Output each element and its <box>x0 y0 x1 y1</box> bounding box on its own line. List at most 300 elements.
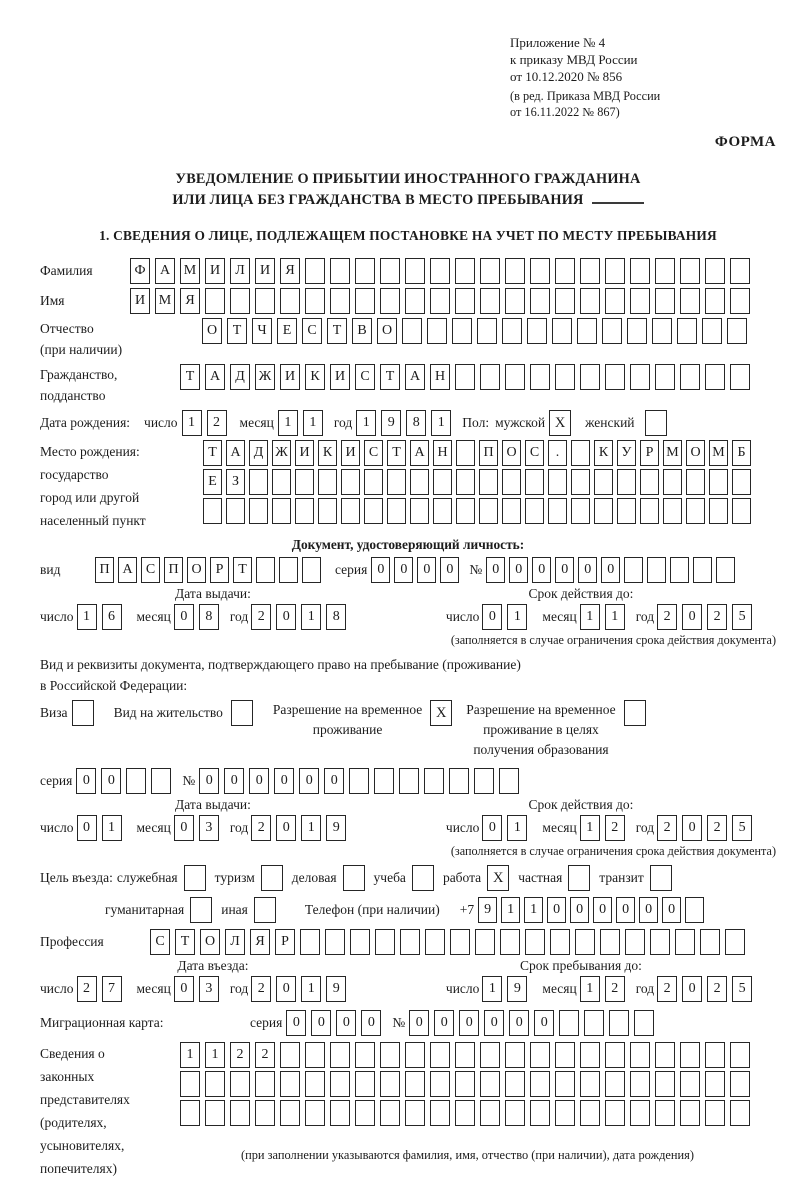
temp-permit-edu-label2: проживание в целях <box>483 722 599 737</box>
identity-doc-type-boxes <box>95 557 325 583</box>
residence-series-boxes <box>76 768 176 794</box>
legal-reps-row3 <box>180 1100 755 1126</box>
char-box: У <box>617 440 636 466</box>
char-box: 2 <box>251 604 271 630</box>
year-label: год <box>229 981 249 996</box>
visit-purpose-label: Цель въезда: <box>40 870 113 885</box>
char-box <box>424 768 444 794</box>
char-box <box>325 929 345 955</box>
year-label: год <box>333 415 353 430</box>
char-box <box>505 1071 525 1097</box>
purpose-other-label: иная <box>221 902 248 917</box>
char-box <box>477 318 497 344</box>
char-box <box>380 1100 400 1126</box>
checkbox-other <box>254 897 276 923</box>
char-box: С <box>525 440 544 466</box>
residence-valid-day <box>482 815 532 841</box>
char-box <box>341 469 360 495</box>
char-box <box>580 364 600 390</box>
residence-doc-dates <box>40 815 776 841</box>
char-box: Ж <box>255 364 275 390</box>
char-box: 0 <box>484 1010 504 1036</box>
char-box <box>455 364 475 390</box>
char-box <box>527 318 547 344</box>
char-box: 0 <box>276 976 296 1002</box>
char-box: П <box>95 557 114 583</box>
char-box: Ф <box>130 258 150 284</box>
char-box: А <box>405 364 425 390</box>
checkbox-residence-permit <box>231 700 253 726</box>
char-box: Л <box>230 258 250 284</box>
char-box <box>630 1042 650 1068</box>
char-box: С <box>150 929 170 955</box>
char-box: 0 <box>682 815 702 841</box>
char-box: О <box>502 440 521 466</box>
identity-doc-number-label: № <box>469 562 483 577</box>
char-box <box>605 288 625 314</box>
stay-day <box>482 976 532 1002</box>
char-box <box>652 318 672 344</box>
char-box <box>452 318 472 344</box>
char-box <box>702 318 722 344</box>
char-box: 5 <box>732 815 752 841</box>
char-box <box>474 768 494 794</box>
char-box <box>630 1071 650 1097</box>
checkbox-female <box>645 410 667 436</box>
char-box <box>705 258 725 284</box>
char-box <box>405 258 425 284</box>
char-box <box>355 258 375 284</box>
char-box <box>580 1071 600 1097</box>
residence-issue-year <box>251 815 351 841</box>
char-box <box>552 318 572 344</box>
char-box: 1 <box>501 897 520 923</box>
residence-doc-intro2: в Российской Федерации: <box>40 678 188 693</box>
phone-label: Телефон (при наличии) <box>304 902 440 917</box>
char-box <box>249 469 268 495</box>
char-box <box>730 288 750 314</box>
field-surname <box>40 258 776 284</box>
entry-dates <box>40 976 776 1002</box>
char-box <box>355 1071 375 1097</box>
birth-date-label: Дата рождения: <box>40 415 131 430</box>
char-box: 0 <box>417 557 436 583</box>
purpose-study-label: учеба <box>373 870 406 885</box>
char-box: Ж <box>272 440 291 466</box>
citizenship-label: Гражданство, <box>40 367 118 382</box>
char-box: 1 <box>482 976 502 1002</box>
char-box <box>380 1071 400 1097</box>
char-box <box>555 1071 575 1097</box>
purpose-transit-label: транзит <box>599 870 644 885</box>
surname-label: Фамилия <box>40 263 93 278</box>
month-label: месяц <box>136 820 171 835</box>
char-box: 2 <box>657 815 677 841</box>
char-box <box>318 469 337 495</box>
char-box <box>341 498 360 524</box>
char-box <box>449 768 469 794</box>
migration-number-boxes <box>409 1010 659 1036</box>
stay-year <box>657 976 757 1002</box>
reference-line: к приказу МВД России <box>510 52 638 67</box>
temp-permit-label: Разрешение на временное <box>272 702 423 717</box>
identity-doc-heading: Документ, удостоверяющий личность: <box>291 537 525 552</box>
residence-valid-month <box>580 815 630 841</box>
char-box: . <box>548 440 567 466</box>
char-box <box>732 498 751 524</box>
char-box: 0 <box>199 768 219 794</box>
birth-year-boxes <box>356 410 456 436</box>
birth-place-label-state: государство <box>40 467 109 482</box>
char-box: 8 <box>326 604 346 630</box>
char-box <box>630 288 650 314</box>
char-box: 0 <box>394 557 413 583</box>
char-box: 9 <box>326 976 346 1002</box>
char-box <box>605 1042 625 1068</box>
char-box: 6 <box>102 604 122 630</box>
month-label: месяц <box>542 609 577 624</box>
char-box <box>686 469 705 495</box>
char-box <box>530 364 550 390</box>
char-box <box>705 288 725 314</box>
residence-issue-month <box>174 815 224 841</box>
char-box: 0 <box>534 1010 554 1036</box>
char-box <box>374 768 394 794</box>
checkbox-transit <box>650 865 672 891</box>
month-label: месяц <box>542 820 577 835</box>
char-box <box>630 1100 650 1126</box>
birth-place-row2 <box>203 469 755 495</box>
section1-heading: 1. СВЕДЕНИЯ О ЛИЦЕ, ПОДЛЕЖАЩЕМ ПОСТАНОВКЕ НА УЧЕТ ПО МЕСТУ ПРЕБЫВАНИЯ <box>99 228 717 243</box>
char-box: М <box>155 288 175 314</box>
identity-issue-year <box>251 604 351 630</box>
field-patronymic <box>40 318 776 360</box>
char-box: 0 <box>459 1010 479 1036</box>
char-box <box>525 929 545 955</box>
char-box <box>433 498 452 524</box>
char-box <box>455 288 475 314</box>
char-box <box>685 897 704 923</box>
char-box <box>402 318 422 344</box>
char-box <box>380 288 400 314</box>
forma-label: ФОРМА <box>714 134 776 150</box>
char-box <box>405 1042 425 1068</box>
char-box: 8 <box>199 604 219 630</box>
legal-reps-label5: усыновителях, <box>40 1138 125 1153</box>
char-box <box>295 469 314 495</box>
birth-place-row1 <box>203 440 755 466</box>
char-box: Л <box>225 929 245 955</box>
residence-doc-intro1: Вид и реквизиты документа, подтверждающего право на пребывание (проживание) <box>40 657 521 672</box>
char-box <box>505 258 525 284</box>
char-box: З <box>226 469 245 495</box>
entry-year <box>251 976 351 1002</box>
char-box <box>655 288 675 314</box>
char-box <box>180 1071 200 1097</box>
patronymic-boxes <box>202 318 752 344</box>
identity-doc-series-label: серия <box>335 562 368 577</box>
char-box <box>530 258 550 284</box>
char-box: 2 <box>657 604 677 630</box>
char-box: 2 <box>707 815 727 841</box>
char-box: 0 <box>276 604 296 630</box>
char-box: 5 <box>732 976 752 1002</box>
char-box <box>571 469 590 495</box>
checkbox-male: X <box>549 410 571 436</box>
char-box <box>272 469 291 495</box>
char-box <box>705 1100 725 1126</box>
char-box <box>455 1100 475 1126</box>
char-box <box>305 1042 325 1068</box>
char-box <box>609 1010 629 1036</box>
char-box: 1 <box>356 410 376 436</box>
char-box: А <box>205 364 225 390</box>
purpose-private-label: частная <box>518 870 563 885</box>
char-box: И <box>295 440 314 466</box>
char-box <box>230 288 250 314</box>
char-box <box>525 469 544 495</box>
birth-place-row3 <box>203 498 755 524</box>
char-box <box>405 1100 425 1126</box>
char-box <box>500 929 520 955</box>
char-box <box>505 288 525 314</box>
char-box <box>350 929 370 955</box>
char-box: 0 <box>682 604 702 630</box>
char-box <box>627 318 647 344</box>
char-box <box>272 498 291 524</box>
char-box <box>716 557 735 583</box>
checkbox-work: X <box>487 865 509 891</box>
char-box <box>456 440 475 466</box>
char-box: 1 <box>301 815 321 841</box>
temp-permit-edu-label: Разрешение на временное <box>466 702 616 717</box>
char-box <box>580 1100 600 1126</box>
char-box: О <box>686 440 705 466</box>
title-underline <box>592 191 644 204</box>
char-box: 0 <box>249 768 269 794</box>
char-box <box>455 1042 475 1068</box>
char-box: Р <box>640 440 659 466</box>
temp-permit-edu-label3: получения образования <box>473 742 609 757</box>
char-box <box>427 318 447 344</box>
char-box <box>580 288 600 314</box>
identity-doc-row <box>40 557 776 583</box>
field-citizenship <box>40 364 776 406</box>
char-box <box>400 929 420 955</box>
char-box <box>380 1042 400 1068</box>
char-box: 0 <box>547 897 566 923</box>
char-box <box>605 364 625 390</box>
char-box <box>305 288 325 314</box>
citizenship-boxes <box>180 364 755 390</box>
char-box <box>479 498 498 524</box>
char-box <box>575 929 595 955</box>
char-box <box>530 1100 550 1126</box>
char-box <box>693 557 712 583</box>
char-box <box>505 1042 525 1068</box>
document-reference <box>510 34 776 120</box>
char-box <box>433 469 452 495</box>
identity-doc-type-label: вид <box>40 562 61 577</box>
char-box <box>630 364 650 390</box>
legal-reps-label4: (родителях, <box>40 1115 107 1130</box>
char-box: 9 <box>507 976 527 1002</box>
char-box: 0 <box>299 768 319 794</box>
char-box: 0 <box>174 976 194 1002</box>
char-box: В <box>352 318 372 344</box>
char-box <box>410 498 429 524</box>
char-box <box>230 1100 250 1126</box>
year-label: год <box>635 820 655 835</box>
birth-place-label-city: город или другой <box>40 490 140 505</box>
char-box: 0 <box>101 768 121 794</box>
field-birth-place <box>40 440 776 532</box>
residence-doc-options <box>40 700 776 760</box>
checkbox-private <box>568 865 590 891</box>
residence-valid-heading: Срок действия до: <box>528 797 634 812</box>
char-box <box>505 1100 525 1126</box>
char-box: М <box>709 440 728 466</box>
char-box <box>584 1010 604 1036</box>
char-box: 0 <box>336 1010 356 1036</box>
char-box: И <box>341 440 360 466</box>
char-box: 2 <box>251 976 271 1002</box>
char-box <box>655 364 675 390</box>
char-box: С <box>302 318 322 344</box>
char-box <box>302 557 321 583</box>
char-box: 1 <box>180 1042 200 1068</box>
identity-issue-month <box>174 604 224 630</box>
visa-label: Виза <box>40 705 68 720</box>
char-box: 1 <box>278 410 298 436</box>
char-box: П <box>479 440 498 466</box>
form-title-line1: УВЕДОМЛЕНИЕ О ПРИБЫТИИ ИНОСТРАННОГО ГРАЖДАНИНА <box>175 171 641 187</box>
char-box <box>280 1100 300 1126</box>
checkbox-study <box>412 865 434 891</box>
checkbox-temp-permit-education <box>624 700 646 726</box>
char-box: И <box>280 364 300 390</box>
char-box <box>355 1100 375 1126</box>
checkbox-business <box>343 865 365 891</box>
char-box <box>700 929 720 955</box>
char-box <box>380 258 400 284</box>
migration-series-label: серия <box>250 1015 283 1030</box>
char-box: 0 <box>440 557 459 583</box>
purpose-business-label: деловая <box>291 870 337 885</box>
char-box <box>670 557 689 583</box>
char-box: 2 <box>605 976 625 1002</box>
char-box <box>255 1100 275 1126</box>
year-label: год <box>229 609 249 624</box>
char-box: 0 <box>434 1010 454 1036</box>
char-box <box>203 498 222 524</box>
char-box <box>330 1042 350 1068</box>
char-box <box>226 498 245 524</box>
char-box <box>375 929 395 955</box>
char-box: 1 <box>102 815 122 841</box>
char-box <box>605 1071 625 1097</box>
char-box: Т <box>175 929 195 955</box>
char-box: 0 <box>324 768 344 794</box>
char-box: М <box>663 440 682 466</box>
checkbox-official <box>184 865 206 891</box>
char-box <box>548 498 567 524</box>
char-box <box>530 1071 550 1097</box>
char-box: 1 <box>507 604 527 630</box>
char-box <box>559 1010 579 1036</box>
migration-number-label: № <box>392 1015 406 1030</box>
char-box <box>205 1100 225 1126</box>
char-box: Д <box>230 364 250 390</box>
char-box: Р <box>275 929 295 955</box>
citizenship-label2: подданство <box>40 388 106 403</box>
char-box: 2 <box>77 976 97 1002</box>
char-box <box>295 498 314 524</box>
char-box <box>594 469 613 495</box>
char-box: Ч <box>252 318 272 344</box>
char-box <box>249 498 268 524</box>
char-box: 0 <box>482 604 502 630</box>
identity-valid-month <box>580 604 630 630</box>
char-box <box>594 498 613 524</box>
char-box: 0 <box>409 1010 429 1036</box>
char-box: 0 <box>662 897 681 923</box>
char-box <box>663 498 682 524</box>
char-box: 0 <box>682 976 702 1002</box>
day-label: число <box>40 609 74 624</box>
char-box: 1 <box>580 976 600 1002</box>
char-box <box>605 1100 625 1126</box>
char-box: 0 <box>274 768 294 794</box>
identity-valid-day <box>482 604 532 630</box>
char-box <box>705 364 725 390</box>
reference-line: Приложение № 4 <box>510 35 606 50</box>
form-title-line2: ИЛИ ЛИЦА БЕЗ ГРАЖДАНСТВА В МЕСТО ПРЕБЫВАНИЯ <box>40 190 776 211</box>
char-box <box>425 929 445 955</box>
given-name-label: Имя <box>40 293 65 308</box>
char-box: И <box>130 288 150 314</box>
char-box <box>480 288 500 314</box>
char-box: 2 <box>230 1042 250 1068</box>
char-box: Т <box>203 440 222 466</box>
char-box <box>650 929 670 955</box>
char-box <box>502 469 521 495</box>
char-box <box>280 288 300 314</box>
char-box <box>624 557 643 583</box>
char-box: А <box>410 440 429 466</box>
given-name-boxes <box>130 288 755 314</box>
identity-issue-heading: Дата выдачи: <box>175 586 251 601</box>
day-label: число <box>40 820 74 835</box>
char-box: 1 <box>303 410 323 436</box>
char-box <box>580 258 600 284</box>
field-birth-date <box>40 410 776 436</box>
char-box <box>479 469 498 495</box>
char-box <box>480 364 500 390</box>
char-box <box>387 498 406 524</box>
residence-issue-heading: Дата выдачи: <box>175 797 251 812</box>
char-box: И <box>330 364 350 390</box>
char-box: 0 <box>361 1010 381 1036</box>
legal-reps-row2 <box>180 1071 755 1097</box>
char-box <box>555 258 575 284</box>
char-box: 0 <box>639 897 658 923</box>
char-box: Б <box>732 440 751 466</box>
char-box <box>725 929 745 955</box>
birth-day-boxes <box>182 410 232 436</box>
char-box: 9 <box>381 410 401 436</box>
char-box: 2 <box>255 1042 275 1068</box>
